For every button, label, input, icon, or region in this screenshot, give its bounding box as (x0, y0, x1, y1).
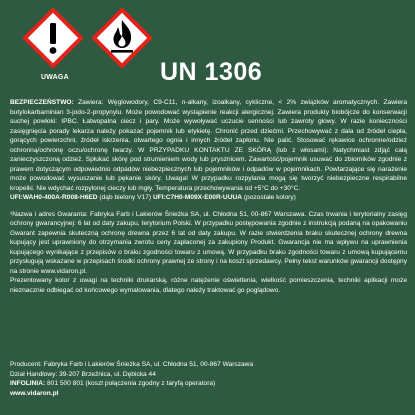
guarantee-paragraph: ¹Nazwa i adres Gwaranta: Fabryka Farb i Lakierów Śnieżka SA, ul. Chłodna 51, 00-867 Warszawa. Czas trwania i terytorialny zasięg ochrony gwarancyjnej: 6 lat od daty zakupu, terytorium Polski. W przypadku postępowania zgodnie z instrukcją podaną na opakowaniu Gwarant zapewnia skuteczną ochronę drewna przez 6 lat od daty zakupu. W razie stwierdzenia braku skutecznej ochrony drewna kupujący jest uprawniony do otrzymania zwrotu ceny zapłaconej za zakupiony Produkt. Gwarancja nie ma wpływu na uprawnienia kupującego wynikające z przepisów o braku zgodności towaru z umową. W przypadku braku zgodności towaru z umową kupującemu przysługują wskazane w przepisach środki ochrony prawnej ze strony i na koszt sprzedawcy. Pełny tekst warunków gwarancji dostępny na stronie www.vidaron.pl. (10, 210, 407, 275)
producer-line: Producent: Fabryka Farb i Lakierów Śnieżka SA, ul. Chłodna 51, 00-867 Warszawa (10, 361, 254, 368)
ufi-note-1: (dąb bielony V17) (99, 194, 152, 201)
safety-paragraph (10, 98, 407, 193)
flame-icon (92, 8, 152, 68)
ufi-paragraph (10, 193, 407, 203)
exclamation-mark-icon (23, 8, 83, 68)
hotline-text: 801 500 801 (koszt połączenia zgodny z taryfą operatora) (45, 380, 216, 387)
website-link[interactable]: www.vidaron.pl (10, 389, 59, 397)
safety-label: BEZPIECZEŃSTWO: (10, 99, 74, 106)
safety-text: Zawiera: Węglowodory, C9-C11, n-alkany, izoalkany, cykliczne, < 2% związków aromatycznych. Zawiera butylokarbaminian 3-jodo-2-propynylu. Może powodować wystąpienie reakcji alergicznej. Zawiera produkty biobójcze do konserwacji suchej powłoki: IPBC. Łatwopalna ciecz i pary. Może wywoływać uczucie senności lub zawroty głowy. W razie konieczności zasięgnięcia porady lekarza należy pokazać pojemnik lub etykietę. Chronić przed dziećmi. Przechowywać z dala od źródeł ciepła, gorących powierzchni, źródeł iskrzenia, otwartego ognia i innych źródeł zapłonu. Nie palić. Stosować rękawice ochronne/odzież ochronną/ochronę oczu/ochronę twarzy. W PRZYPADKU KONTAKTU ZE SKÓRĄ (lub z włosami): Natychmiast zdjąć całą zanieczyszczoną odzież. Spłukać skórę pod strumieniem wody lub prysznicem. Zawartość/pojemnik usuwać do zbiorników zgodnie z prawem dotyczącym odpowiednio odpadów niebezpiecznych lub pojemników i odpadów w pojemnikach. Powtarzające się narażenie może powodować wysuszanie lub pękanie skóry. Uwaga! W przypadku rozpylania mogą się tworzyć niebezpieczne respirabilne kropelki. Nie wdychać rozpylonej cieczy lub mgły. Temperatura przechowywania od +5°C do +30°C. (10, 99, 407, 192)
ufi-code-1: UFI:WAH0-400A-R008-H6ED (10, 194, 98, 201)
un-number: UN 1306 (160, 58, 263, 86)
sales-department-line: Dział Handlowy: 39-207 Brzeźnica, ul. Dębicka 44 (10, 370, 156, 378)
label-body (10, 98, 407, 295)
ufi-code-2: UFI:C7H0-M09X-E00R-UUUA (152, 194, 242, 201)
hotline-line (10, 379, 407, 389)
hotline-label: INFOLINIA: (10, 380, 46, 387)
hazard-header (0, 0, 415, 92)
producer-info (10, 360, 407, 398)
signal-word: UWAGA (41, 74, 69, 81)
color-disclaimer: Prezentowany kolor z uwagi na techniki drukarską, różne natężenie oświetlenia, wielkość pomieszczenia, techniki aplikacji może nieznacznie odbiegać od końcowego wymalowania, dlatego należy traktować go poglądowo. (10, 277, 407, 294)
ufi-note-2: (pozostałe kolory) (243, 194, 296, 201)
